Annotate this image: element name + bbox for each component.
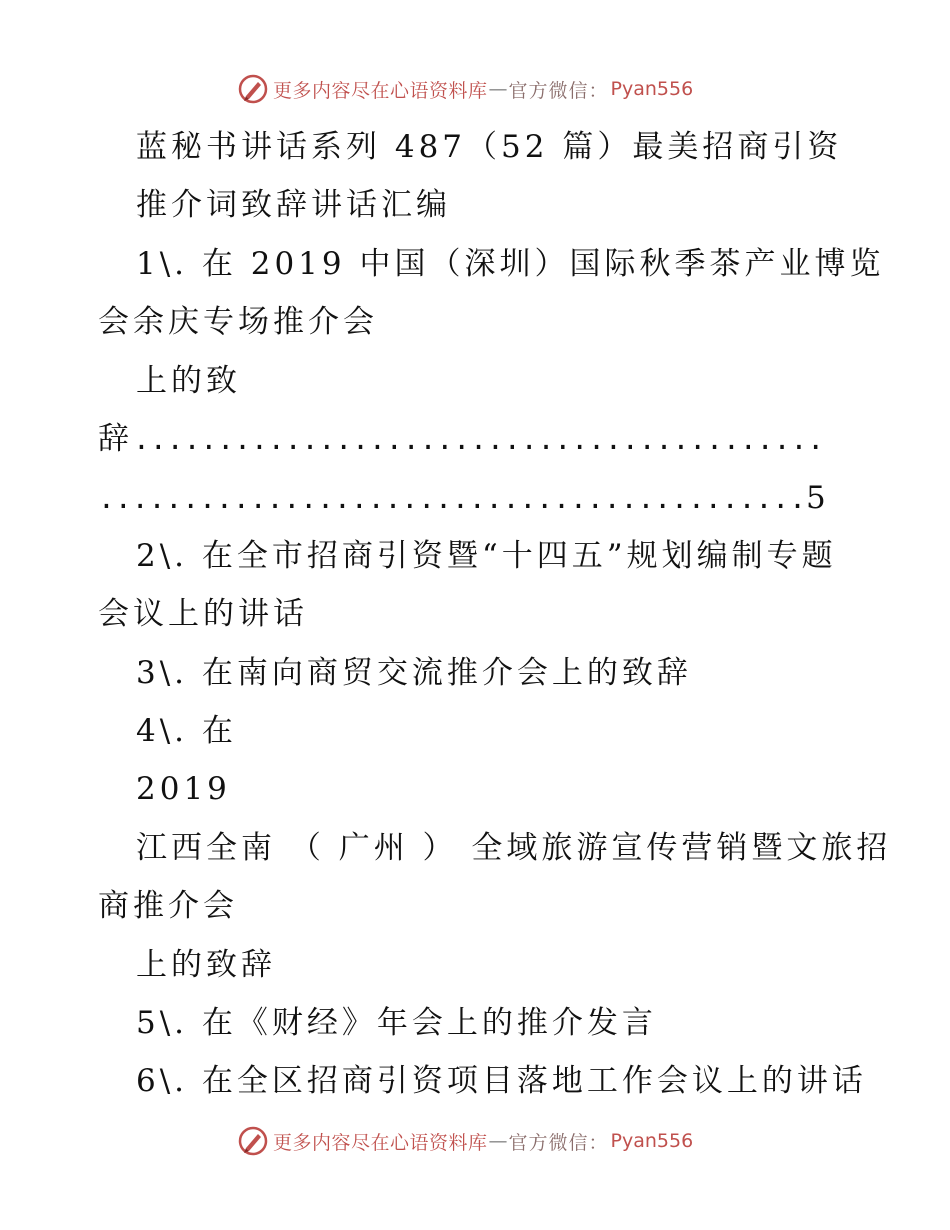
toc-item-2-line1: 2\. 在全市招商引资暨“十四五”规划编制专题 [136, 538, 837, 574]
watermark-main-text: 更多内容尽在心语资料库 [273, 79, 488, 102]
toc-item-1-page-number: 5 [806, 480, 830, 516]
watermark-dash: — [488, 1130, 508, 1152]
toc-item-6: 6\. 在全区招商引资项目落地工作会议上的讲话 [136, 1063, 867, 1099]
watermark-dash: — [488, 78, 508, 100]
watermark-id: Pyan556 [610, 78, 694, 100]
watermark-sub-text: 官方微信： [508, 79, 609, 102]
watermark-footer [238, 1126, 693, 1156]
watermark-header [238, 74, 693, 104]
toc-item-2-line2: 会议上的讲话 [98, 596, 308, 632]
doc-title-line2: 推介词致辞讲话汇编 [136, 187, 451, 223]
toc-leader-dots-2: .......................................... [98, 482, 807, 515]
watermark-main-text: 更多内容尽在心语资料库 [273, 1131, 488, 1154]
toc-item-4-line4: 商推介会 [98, 888, 238, 924]
toc-item-1-char: 辞 [98, 421, 133, 457]
toc-item-4-line1: 4\. 在 [136, 713, 237, 749]
toc-item-1-line1: 1\. 在 2019 中国（深圳）国际秋季茶产业博览 [136, 246, 885, 282]
toc-item-1-line4 [0, 414, 950, 464]
pen-logo-icon [238, 1126, 268, 1156]
toc-item-4-line5: 上的致辞 [136, 947, 276, 983]
toc-item-1-line5 [0, 473, 950, 523]
toc-item-4-line3: 江西全南 （ 广州 ） 全域旅游宣传营销暨文旅招 [136, 830, 892, 866]
watermark-sub-text: 官方微信： [508, 1131, 609, 1154]
toc-leader-dots-1: ......................................... [133, 423, 825, 456]
toc-item-5: 5\. 在《财经》年会上的推介发言 [136, 1005, 657, 1041]
toc-item-3: 3\. 在南向商贸交流推介会上的致辞 [136, 655, 692, 691]
doc-title-line1: 蓝秘书讲话系列 487（52 篇）最美招商引资 [136, 129, 843, 165]
pen-logo-icon [238, 74, 268, 104]
toc-item-1-line3: 上的致 [136, 363, 241, 399]
toc-item-1-line2: 会余庆专场推介会 [98, 304, 378, 340]
watermark-id: Pyan556 [610, 1130, 694, 1152]
toc-item-4-line2: 2019 [136, 771, 231, 807]
